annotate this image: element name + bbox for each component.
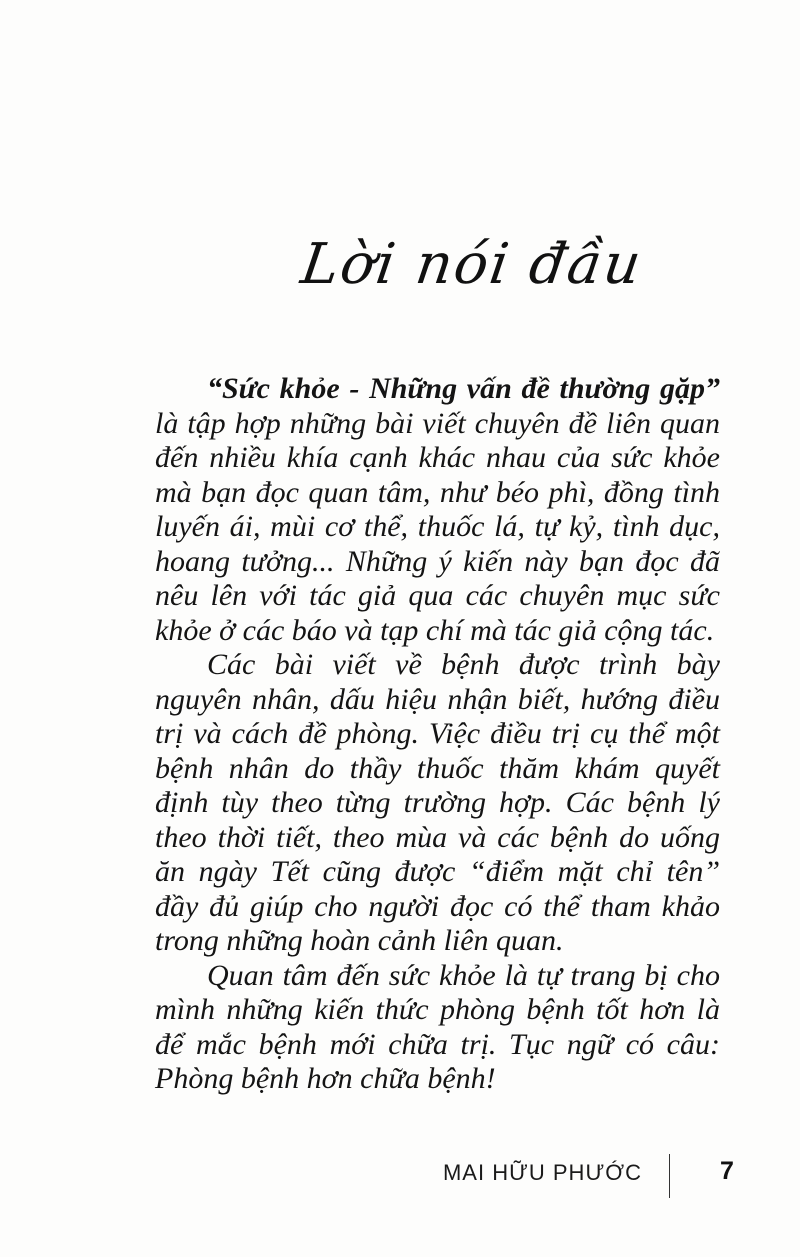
page-number: 7: [720, 1157, 734, 1185]
book-title-quote: “Sức khỏe - Những vấn đề thường gặp”: [207, 372, 720, 405]
page-heading: Lời nói đầu: [297, 232, 647, 297]
paragraph-1: [155, 372, 720, 648]
paragraph-2: Các bài viết về bệnh được trình bày nguyên nhân, dấu hiệu nhận biết, hướng điều trị và cách đề phòng. Việc điều trị cụ thể một bệnh nhân do thầy thuốc thăm khám quyết định tùy theo từng trường hợp. Các bệnh lý theo thời tiết, theo mùa và các bệnh do uống ăn ngày Tết cũng được “điểm mặt chỉ tên” đầy đủ giúp cho người đọc có thể tham khảo trong những hoàn cảnh liên quan.: [155, 648, 720, 957]
paragraph-1-text: là tập hợp những bài viết chuyên đề liên quan đến nhiều khía cạnh khác nhau của sức khỏe mà bạn đọc quan tâm, như béo phì, đồng tình luyến ái, mùi cơ thể, thuốc lá, tự kỷ, tình dục, hoang tưởng... Những ý kiến này bạn đọc đã nêu lên với tác giả qua các chuyên mục sức khỏe ở các báo và tạp chí mà tác giả cộng tác.: [155, 406, 720, 647]
running-footer-author: MAI HỮU PHƯỚC: [442, 1160, 642, 1185]
footer-divider: [669, 1154, 670, 1198]
paragraph-3: Quan tâm đến sức khỏe là tự trang bị cho mình những kiến thức phòng bệnh tốt hơn là để mắc bệnh mới chữa trị. Tục ngữ có câu: Phòng bệnh hơn chữa bệnh!: [155, 958, 720, 1095]
preface-body: [155, 372, 720, 1097]
